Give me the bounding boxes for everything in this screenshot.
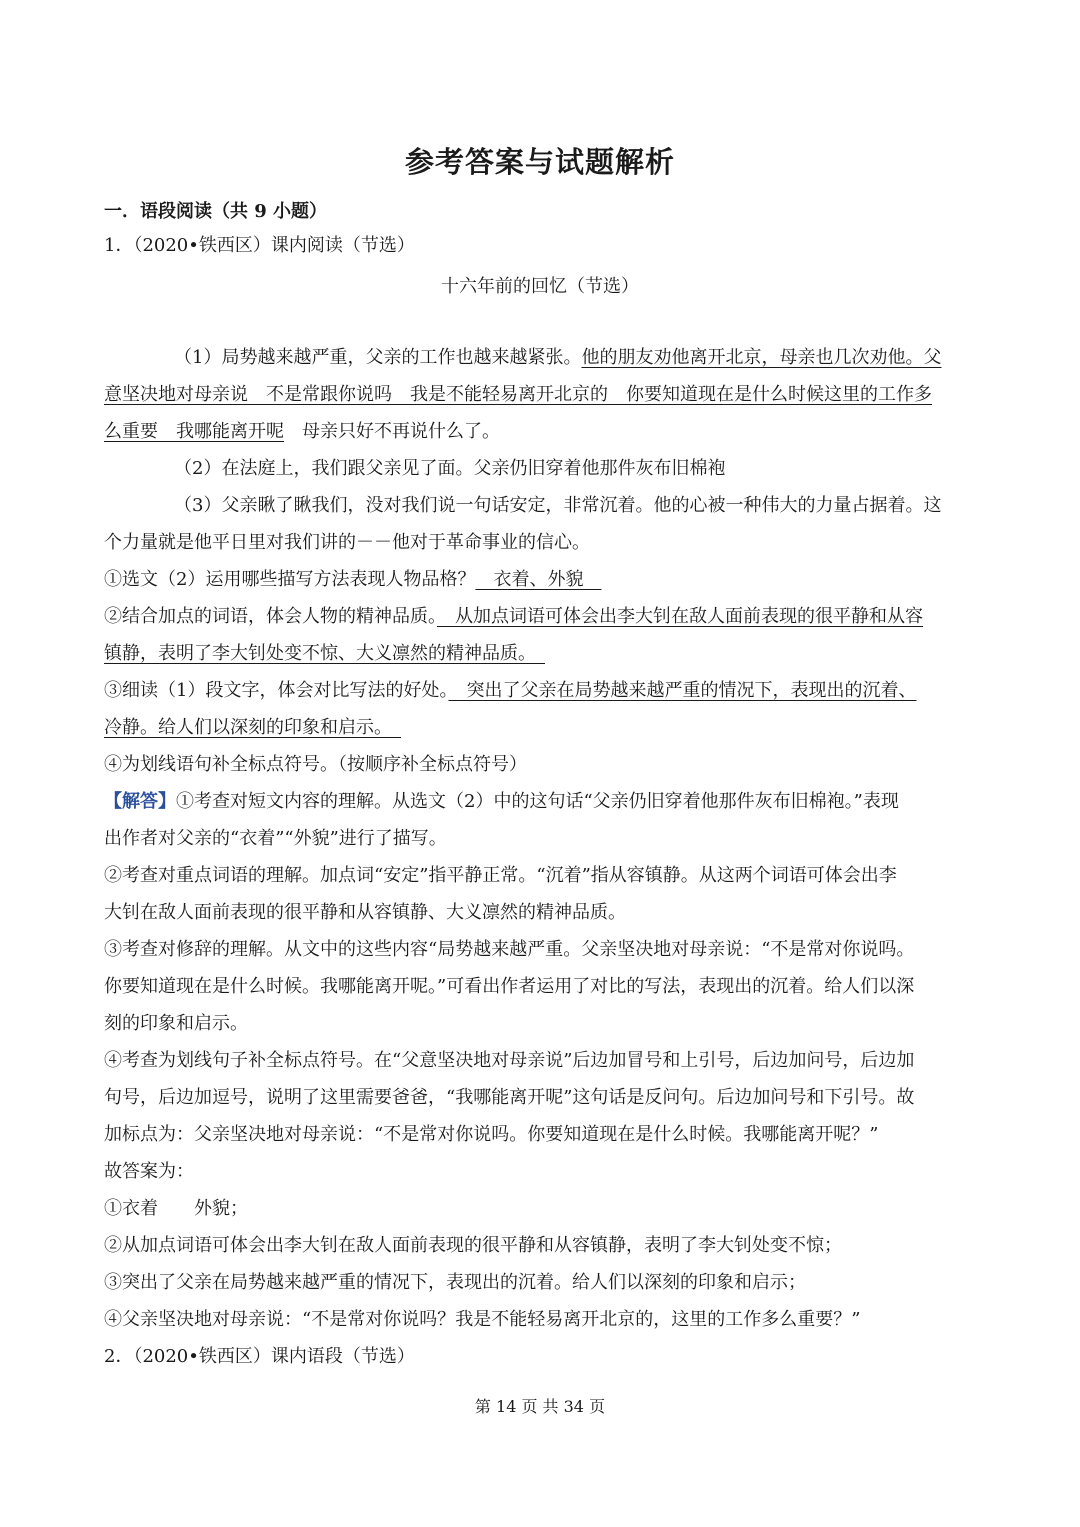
solution-line-4c: 加标点为：父亲坚决地对母亲说：“不是常对你说吗。你要知道现在是什么时候。我哪能离开呢？” [104, 1124, 879, 1145]
underlined-sentence: 意坚决地对母亲说 不是常跟你说吗 我是不能轻易离开北京的 你要知道现在是什么时候这里的工作多 [104, 384, 932, 405]
passage-paragraph-1-line-1 [174, 346, 941, 370]
answer-4: ④父亲坚决地对母亲说：“不是常对你说吗？我是不能轻易离开北京的，这里的工作多么重要？” [104, 1309, 861, 1330]
sub-question-1 [104, 568, 601, 592]
answer-2: ②从加点词语可体会出李大钊在敌人面前表现的很平静和从容镇静，表明了李大钊处变不惊； [104, 1235, 842, 1256]
answer-blank: 镇静，表明了李大钊处变不惊、大义凛然的精神品质。 [104, 643, 545, 664]
underlined-sentence: 他的朋友劝他离开北京，母亲也几次劝他。父 [581, 347, 942, 368]
solution-line-3b: 你要知道现在是什么时候。我哪能离开呢。”可看出作者运用了对比的写法，表现出的沉着。给人们以深 [104, 976, 915, 997]
question-2-header: 2．（2020•铁西区）课内语段（节选） [104, 1346, 415, 1367]
answer-blank: 从加点词语可体会出李大钊在敌人面前表现的很平静和从容 [437, 606, 923, 627]
passage-paragraph-1-line-3 [104, 420, 500, 444]
passage-paragraph-3-line-2: 个力量就是他平日里对我们讲的－－他对于革命事业的信心。 [104, 532, 590, 553]
sub-question-2-cont [104, 642, 545, 666]
solution-line-3c: 刻的印象和启示。 [104, 1013, 248, 1034]
question-text: ①选文（2）运用哪些描写方法表现人物品格？ [104, 569, 476, 590]
answer-3: ③突出了父亲在局势越来越严重的情况下，表现出的沉着。给人们以深刻的印象和启示； [104, 1272, 806, 1293]
sub-question-3-cont [104, 716, 401, 740]
passage-paragraph-2: （2）在法庭上，我们跟父亲见了面。父亲仍旧穿着他那件灰布旧棉袍 [174, 458, 726, 479]
passage-text: 母亲只好不再说什么了。 [302, 421, 500, 442]
answer-blank: 衣着、外貌 [475, 569, 602, 590]
underlined-sentence: 么重要 我哪能离开呢 [104, 421, 284, 442]
question-text: ②结合加点的词语，体会人物的精神品质。 [104, 606, 437, 627]
solution-tag: 【解答】 [104, 791, 176, 812]
solution-text: ①考查对短文内容的理解。从选文（2）中的这句话“父亲仍旧穿着他那件灰布旧棉袍。”表现 [176, 791, 899, 812]
solution-line-1b: 出作者对父亲的“衣着”“外貌”进行了描写。 [104, 828, 447, 849]
answer-1: ①衣着 外貌； [104, 1198, 248, 1219]
solution-line-2b: 大钊在敌人面前表现的很平静和从容镇静、大义凛然的精神品质。 [104, 902, 626, 923]
question-1-header: 1．（2020•铁西区）课内阅读（节选） [104, 235, 415, 256]
answer-blank: 突出了父亲在局势越来越严重的情况下，表现出的沉着、 [448, 680, 917, 701]
passage-subtitle: 十六年前的回忆（节选） [441, 276, 639, 297]
page-footer: 第 14 页 共 34 页 [474, 1397, 606, 1416]
solution-line-1a [104, 790, 899, 814]
section-heading: 一．语段阅读（共 9 小题） [104, 201, 328, 222]
passage-text: （1）局势越来越严重，父亲的工作也越来越紧张。 [174, 347, 582, 368]
page-title: 参考答案与试题解析 [404, 145, 675, 179]
solution-line-3a: ③考查对修辞的理解。从文中的这些内容“局势越来越严重。父亲坚决地对母亲说：“不是常对你说吗。 [104, 939, 915, 960]
sub-question-2 [104, 605, 923, 629]
answer-blank: 冷静。给人们以深刻的印象和启示。 [104, 717, 401, 738]
solution-line-4a: ④考查为划线句子补全标点符号。在“父意坚决地对母亲说”后边加冒号和上引号，后边加问号，后边加 [104, 1050, 915, 1071]
sub-question-4: ④为划线语句补全标点符号。（按顺序补全标点符号） [104, 754, 527, 775]
answer-intro: 故答案为： [104, 1161, 194, 1182]
sub-question-3 [104, 679, 916, 703]
solution-line-4b: 句号，后边加逗号，说明了这里需要爸爸，“我哪能离开呢”这句话是反问句。后边加问号和下引号。故 [104, 1087, 915, 1108]
passage-paragraph-1-line-2 [104, 383, 932, 407]
question-text: ③细读（1）段文字，体会对比写法的好处。 [104, 680, 449, 701]
solution-line-2a: ②考查对重点词语的理解。加点词“安定”指平静正常。“沉着”指从容镇静。从这两个词语可体会出李 [104, 865, 897, 886]
passage-paragraph-3-line-1: （3）父亲瞅了瞅我们，没对我们说一句话安定，非常沉着。他的心被一种伟大的力量占据着。这 [174, 495, 942, 516]
